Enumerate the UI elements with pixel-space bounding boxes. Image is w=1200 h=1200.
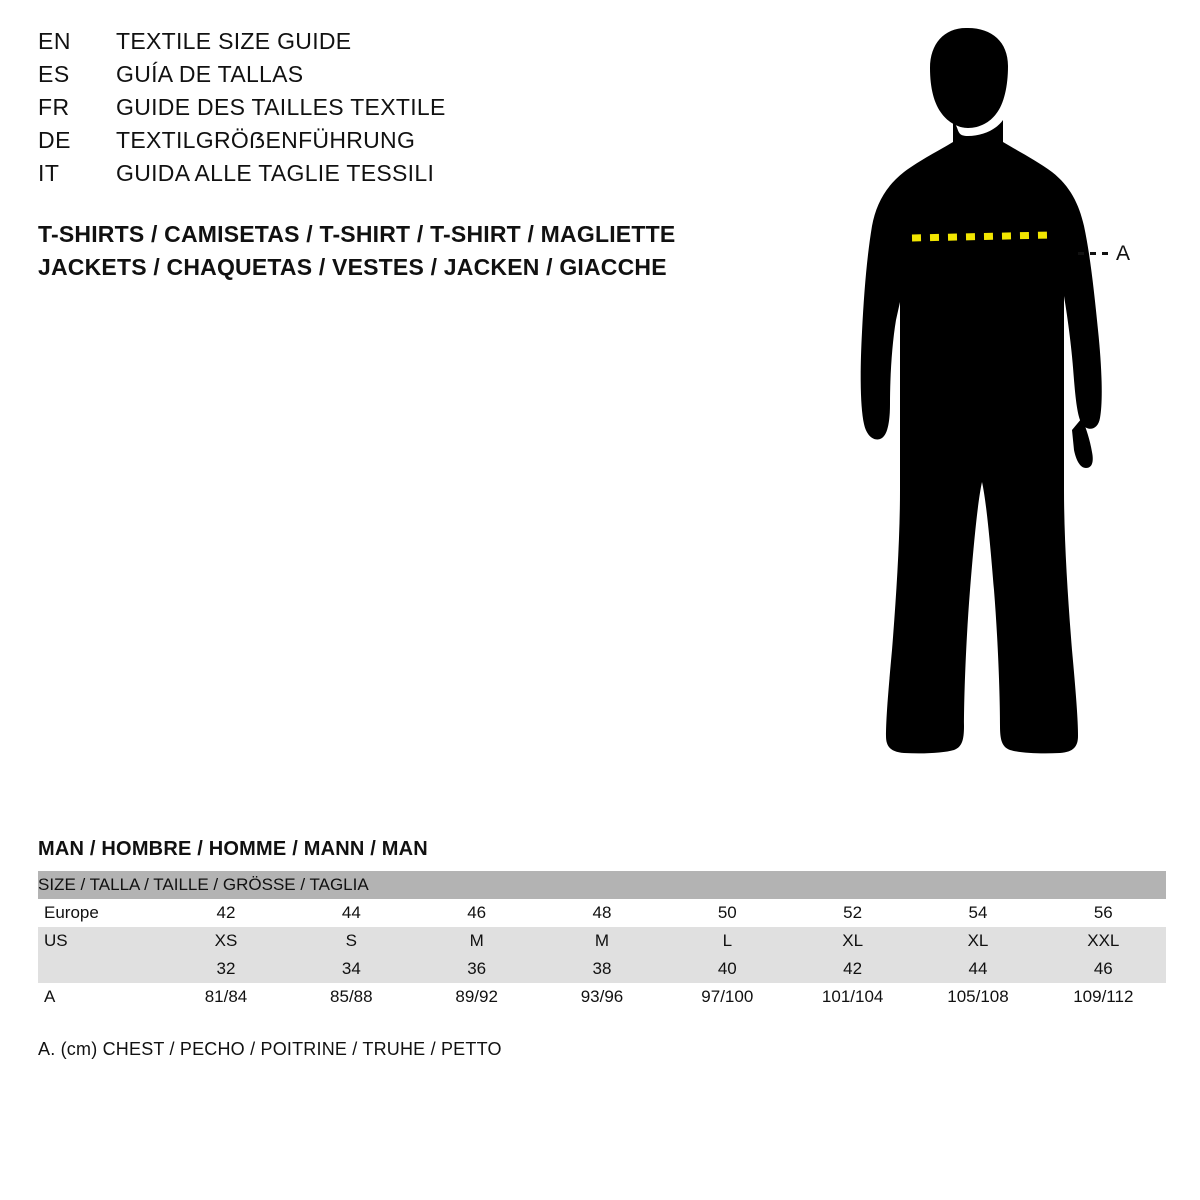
- table-cell: 36: [414, 955, 539, 983]
- table-cell: XL: [790, 927, 915, 955]
- table-footnote: A. (cm) CHEST / PECHO / POITRINE / TRUHE / PETTO: [38, 1039, 502, 1059]
- table-cell: 38: [539, 955, 664, 983]
- table-cell: L: [665, 927, 790, 955]
- table-cell: 42: [163, 899, 288, 927]
- table-cell: 54: [915, 899, 1040, 927]
- table-cell: 46: [414, 899, 539, 927]
- size-table-section: [38, 838, 1166, 1060]
- language-code: DE: [38, 127, 71, 153]
- language-header-block: [38, 28, 758, 193]
- table-cell: 50: [665, 899, 790, 927]
- size-table: [38, 871, 1166, 1011]
- table-cell: 44: [915, 955, 1040, 983]
- language-code: FR: [38, 94, 70, 120]
- table-cell: 40: [665, 955, 790, 983]
- table-cell: 109/112: [1041, 983, 1166, 1011]
- language-row: [38, 94, 758, 127]
- language-code: IT: [38, 160, 60, 186]
- row-label: Europe: [38, 899, 163, 927]
- table-cell: 81/84: [163, 983, 288, 1011]
- table-header-row: [38, 871, 1166, 899]
- table-cell: 85/88: [289, 983, 414, 1011]
- table-cell: XL: [915, 927, 1040, 955]
- table-cell: 93/96: [539, 983, 664, 1011]
- table-cell: 97/100: [665, 983, 790, 1011]
- row-label: A: [38, 983, 163, 1011]
- table-cell: 52: [790, 899, 915, 927]
- table-cell: 34: [289, 955, 414, 983]
- language-code: EN: [38, 28, 71, 54]
- row-label: US: [38, 927, 163, 955]
- table-row: [38, 899, 1166, 927]
- category-block: [38, 218, 798, 284]
- silhouette-body: [861, 120, 1102, 753]
- table-cell: 48: [539, 899, 664, 927]
- language-row: [38, 160, 758, 193]
- silhouette-head: [930, 28, 1008, 128]
- language-code: ES: [38, 61, 70, 87]
- language-title: GUIDE DES TAILLES TEXTILE: [116, 94, 446, 120]
- table-cell: S: [289, 927, 414, 955]
- measure-label-a: A: [1116, 242, 1131, 265]
- table-row: [38, 927, 1166, 955]
- table-cell: 42: [790, 955, 915, 983]
- language-title: GUIDA ALLE TAGLIE TESSILI: [116, 160, 435, 186]
- table-cell: XS: [163, 927, 288, 955]
- table-cell: 56: [1041, 899, 1166, 927]
- table-cell: 32: [163, 955, 288, 983]
- table-heading-man: MAN / HOMBRE / HOMME / MANN / MAN: [38, 838, 428, 860]
- category-line-tshirts: T-SHIRTS / CAMISETAS / T-SHIRT / T-SHIRT / MAGLIETTE: [38, 221, 676, 247]
- measure-leader-dashes: [1078, 252, 1110, 255]
- table-cell: M: [414, 927, 539, 955]
- silhouette-svg: [820, 20, 1180, 780]
- table-cell: 46: [1041, 955, 1166, 983]
- category-line-jackets: JACKETS / CHAQUETAS / VESTES / JACKEN / GIACCHE: [38, 254, 667, 280]
- language-title: TEXTILGRÖẞENFÜHRUNG: [116, 127, 416, 153]
- table-cell: 101/104: [790, 983, 915, 1011]
- table-cell: M: [539, 927, 664, 955]
- table-cell: 89/92: [414, 983, 539, 1011]
- figure-male-silhouette: [820, 20, 1180, 780]
- table-cell: 44: [289, 899, 414, 927]
- row-label: [38, 955, 163, 983]
- language-title: TEXTILE SIZE GUIDE: [116, 28, 352, 54]
- language-title: GUÍA DE TALLAS: [116, 61, 304, 87]
- table-header-label: SIZE / TALLA / TAILLE / GRÖSSE / TAGLIA: [38, 871, 1166, 899]
- table-row: [38, 983, 1166, 1011]
- table-cell: XXL: [1041, 927, 1166, 955]
- table-cell: 105/108: [915, 983, 1040, 1011]
- language-row: [38, 127, 758, 160]
- language-row: [38, 61, 758, 94]
- language-row: [38, 28, 758, 61]
- table-row: [38, 955, 1166, 983]
